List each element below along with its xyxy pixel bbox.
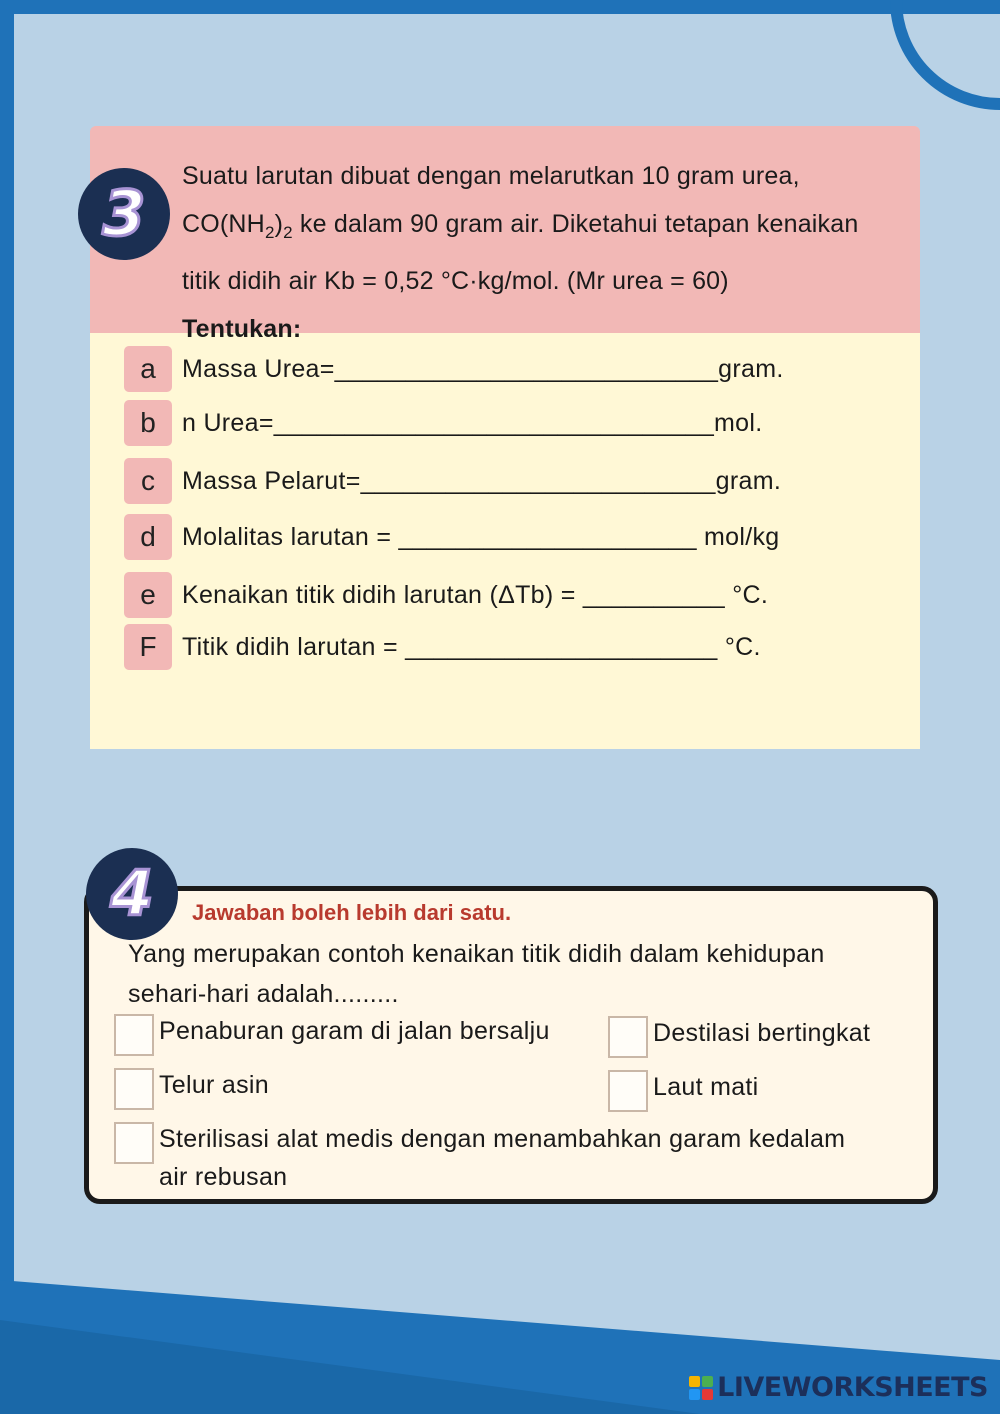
answer-tag-d: d (124, 514, 172, 560)
question4-note: Jawaban boleh lebih dari satu. (192, 900, 512, 925)
answer-field-a[interactable]: Massa Urea=___________________________gram. (182, 354, 784, 383)
option-1-label: Penaburan garam di jalan bersalju (159, 1017, 550, 1045)
question4-text (128, 934, 918, 1014)
option-1-checkbox[interactable] (114, 1014, 154, 1056)
answer-field-f[interactable]: Titik didih larutan = ______________________ °C. (182, 632, 761, 661)
option-1 (114, 1012, 550, 1056)
question3-number-badge (78, 168, 170, 260)
question4-line1: Yang merupakan contoh kenaikan titik didih dalam kehidupan (128, 940, 825, 968)
answer-field-e[interactable]: Kenaikan titik didih larutan (ΔTb) = __________ °C. (182, 580, 769, 609)
liveworksheets-logo (689, 1372, 988, 1403)
question3-line2-rest: ke dalam 90 gram air. Diketahui tetapan kenaikan (292, 210, 859, 238)
answer-tag-e: e (124, 572, 172, 618)
question3-text (182, 152, 922, 353)
question3-line1: Suatu larutan dibuat dengan melarutkan 10 gram urea, (182, 162, 800, 190)
top-frame-bar (0, 0, 1000, 14)
answer-tag-f: F (124, 624, 172, 670)
logo-text: LIVEWORKSHEETS (717, 1372, 988, 1403)
question3-line2 (182, 200, 922, 257)
option-3-checkbox[interactable] (114, 1068, 154, 1110)
corner-arc-decoration (890, 0, 1000, 110)
option-2 (608, 1014, 870, 1058)
option-4-label: Laut mati (653, 1073, 759, 1101)
answer-row-b (124, 400, 884, 446)
answer-row-f (124, 624, 884, 670)
option-2-checkbox[interactable] (608, 1016, 648, 1058)
question3-number: 3 (102, 177, 146, 250)
answer-tag-b: b (124, 400, 172, 446)
option-5-checkbox[interactable] (114, 1122, 154, 1164)
logo-grid-icon (689, 1376, 713, 1400)
answer-row-c (124, 458, 884, 504)
question3-line3: titik didih air Kb = 0,52 °C·kg/mol. (Mr urea = 60) (182, 267, 729, 295)
option-5 (114, 1120, 845, 1196)
answer-tag-c: c (124, 458, 172, 504)
answer-tag-a: a (124, 346, 172, 392)
option-5-label (159, 1120, 845, 1196)
formula-close: ) (274, 210, 284, 238)
question3-instruction: Tentukan: (182, 315, 302, 343)
answer-row-e (124, 572, 884, 618)
left-frame-bar (0, 0, 14, 1414)
answer-row-a (124, 346, 884, 392)
option-5-label-line1: Sterilisasi alat medis dengan menambahkan garam kedalam (159, 1125, 846, 1153)
option-5-label-line2: air rebusan (159, 1163, 288, 1191)
option-4-checkbox[interactable] (608, 1070, 648, 1112)
answer-row-d (124, 514, 884, 560)
option-2-label: Destilasi bertingkat (653, 1019, 871, 1047)
formula-part: CO(NH (182, 210, 265, 238)
option-3-label: Telur asin (159, 1071, 269, 1099)
formula-subscript-2: 2 (283, 223, 293, 242)
formula-subscript: 2 (264, 223, 275, 242)
question4-number-badge (86, 848, 178, 940)
answer-field-d[interactable]: Molalitas larutan = _____________________ mol/kg (182, 522, 780, 551)
answer-field-c[interactable]: Massa Pelarut=_________________________gram. (182, 466, 782, 495)
option-3 (114, 1066, 269, 1110)
option-4 (608, 1068, 759, 1112)
answer-field-b[interactable]: n Urea=_______________________________mol. (182, 408, 763, 437)
question4-number: 4 (110, 857, 154, 930)
question4-line2: sehari-hari adalah......... (128, 980, 399, 1008)
